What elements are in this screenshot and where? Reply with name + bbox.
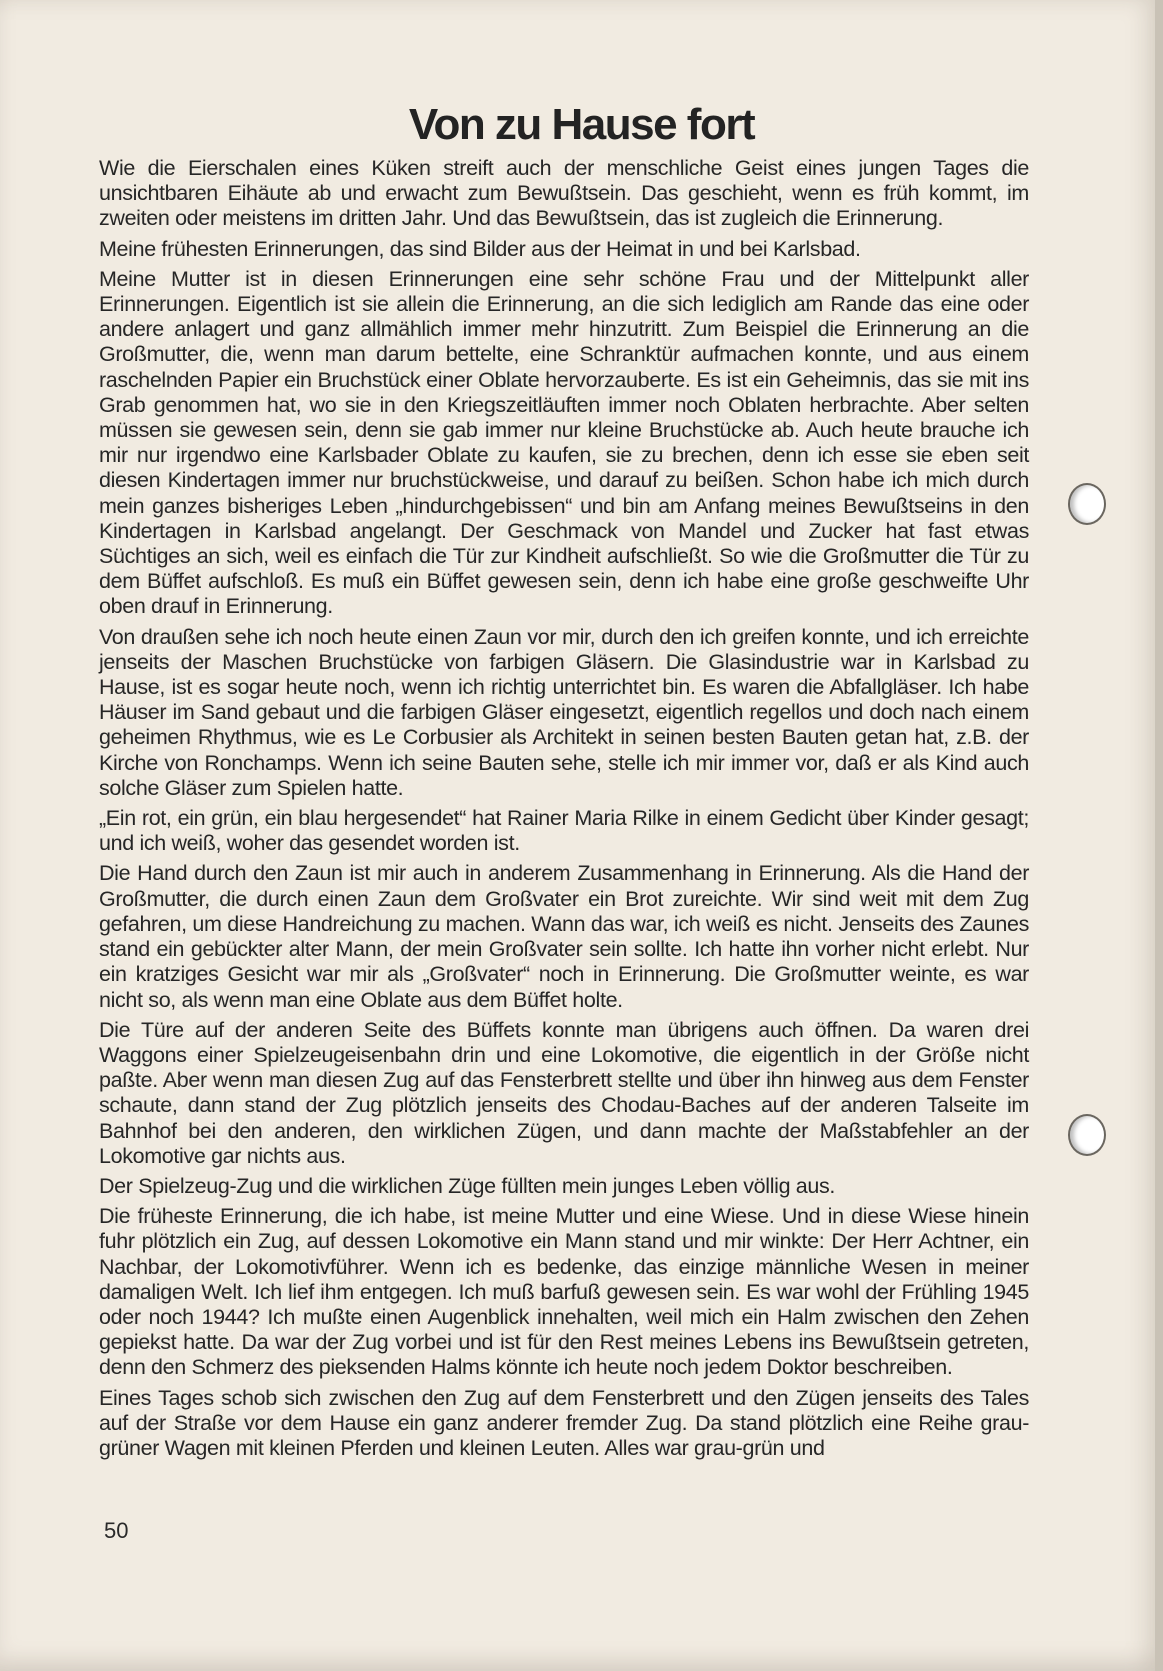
page-number: 50 <box>104 1518 129 1543</box>
paragraph: Meine Mutter ist in diesen Erinnerungen eine sehr schöne Frau und der Mittelpunkt aller Erinnerungen. Eigentlich ist sie allein die Erinnerung, an die sich lediglich am Rande das eine oder andere anlagert und ganz allmählich immer mehr hinzutritt. Zum Beispiel die Erinnerung an die Großmutter, die, wenn man darum bettelte, eine Schranktür aufmachen konnte, und aus einem raschelnden Papier ein Bruchstück einer Oblate hervorzauberte. Es ist ein Geheimnis, das sie mit ins Grab genommen hat, wo sie in den Kriegszeitläuften immer noch Oblaten herbrachte. Aber selten müssen sie gewesen sein, denn sie gab immer nur kleine Bruchstücke ab. Auch heute brauche ich mir nur irgendwo eine Karlsbader Oblate zu kaufen, sie zu brechen, denn ich esse sie eben seit diesen Kindertagen immer nur bruchstückweise, und darauf zu beißen. Schon habe ich mich durch mein ganzes bisheriges Leben „hindurchgebissen“ und bin am Anfang meines Bewußtseins in den Kindertagen in Karlsbad angelangt. Der Geschmack von Mandel und Zucker hat fast etwas Süchtiges an sich, weil es einfach die Tür zur Kindheit aufschließt. So wie die Großmutter die Tür zu dem Büffet aufschloß. Es muß ein Büffet gewesen sein, denn ich habe eine große geschweifte Uhr oben drauf in Erinnerung. <box>99 266 1029 619</box>
paragraph: Die Türe auf der anderen Seite des Büffets konnte man übrigens auch öffnen. Da waren drei Waggons einer Spielzeugeisenbahn drin und eine Lokomotive, die eigentlich in der Größe nicht paßte. Aber wenn man diesen Zug auf das Fensterbrett stellte und über ihn hinweg aus dem Fenster schaute, dann stand der Zug plötzlich jenseits des Chodau-Baches auf der anderen Talseite im Bahnhof bei den anderen, den wirklichen Zügen, und dann machte der Maßstabfehler an der Lokomotive gar nichts aus. <box>99 1017 1029 1168</box>
paragraph: Die früheste Erinnerung, die ich habe, ist meine Mutter und eine Wiese. Und in diese Wiese hinein fuhr plötzlich ein Zug, auf dessen Lokomotive ein Mann stand und mir winkte: Der Herr Achtner, ein Nachbar, der Lokomotivführer. Wenn ich es bedenke, das einzige männliche Wesen in meiner damaligen Welt. Ich lief ihm entgegen. Ich muß barfuß gewesen sein. Es war wohl der Frühling 1945 oder noch 1944? Ich mußte einen Augenblick innehalten, weil mich ein Halm zwischen den Zehen gepiekst hatte. Da war der Zug vorbei und ist für den Rest meines Lebens ins Bewußtsein getreten, denn den Schmerz des pieksenden Halms könnte ich heute noch jedem Doktor beschreiben. <box>99 1204 1029 1380</box>
paragraph: Die Hand durch den Zaun ist mir auch in anderem Zusammenhang in Erinnerung. Als die Hand der Großmutter, die durch einen Zaun dem Großvater ein Brot zureichte. Wir sind weit mit dem Zug gefahren, um diese Handreichung zu machen. Wann das war, ich weiß es nicht. Jenseits des Zaunes stand ein gebückter alter Mann, der mein Großvater sein sollte. Ich hatte ihn vorher nicht erlebt. Nur ein kratziges Gesicht war mir als „Großvater“ noch in Erinnerung. Die Großmutter weinte, es war nicht so, als wenn man eine Oblate aus dem Büffet holte. <box>99 861 1029 1012</box>
paragraph: „Ein rot, ein grün, ein blau hergesendet“ hat Rainer Maria Rilke in einem Gedicht über Kinder gesagt; und ich weiß, woher das gesendet worden ist. <box>99 806 1029 856</box>
paragraph: Eines Tages schob sich zwischen den Zug auf dem Fensterbrett und den Zügen jenseits des Tales auf der Straße vor dem Hause ein ganz anderer fremder Zug. Da stand plötzlich eine Reihe grau-grüner Wagen mit kleinen Pferden und kleinen Leuten. Alles war grau-grün und <box>99 1385 1029 1460</box>
punch-hole <box>1068 1114 1106 1156</box>
article-body <box>99 156 1029 1466</box>
paragraph: Der Spielzeug-Zug und die wirklichen Züge füllten mein junges Leben völlig aus. <box>99 1173 836 1198</box>
punch-hole <box>1068 483 1106 525</box>
paragraph: Meine frühesten Erinnerungen, das sind Bilder aus der Heimat in und bei Karlsbad. <box>99 236 861 261</box>
paragraph: Wie die Eierschalen eines Küken streift auch der menschliche Geist eines jungen Tages die unsichtbaren Eihäute ab und erwacht zum Bewußtsein. Das geschieht, wenn es früh kommt, im zweiten oder meistens im dritten Jahr. Und das Bewußtsein, das ist zugleich die Erinnerung. <box>99 156 1029 231</box>
page-title: Von zu Hause fort <box>408 100 755 149</box>
paragraph: Von draußen sehe ich noch heute einen Zaun vor mir, durch den ich greifen konnte, und ich erreichte jenseits der Maschen Bruchstücke von farbigen Gläsern. Die Glasindustrie war in Karlsbad zu Hause, ist es sogar heute noch, wenn ich richtig unterrichtet bin. Es waren die Abfallgläser. Ich habe Häuser im Sand gebaut und die farbigen Gläser eingesetzt, eigentlich regellos und doch nach einem geheimen Rhythmus, wie es Le Corbusier als Architekt in seinen besten Bauten getan hat, z.B. der Kirche von Ronchamps. Wenn ich seine Bauten sehe, stelle ich mir immer vor, daß er als Kind auch solche Gläser zum Spielen hatte. <box>99 624 1029 800</box>
